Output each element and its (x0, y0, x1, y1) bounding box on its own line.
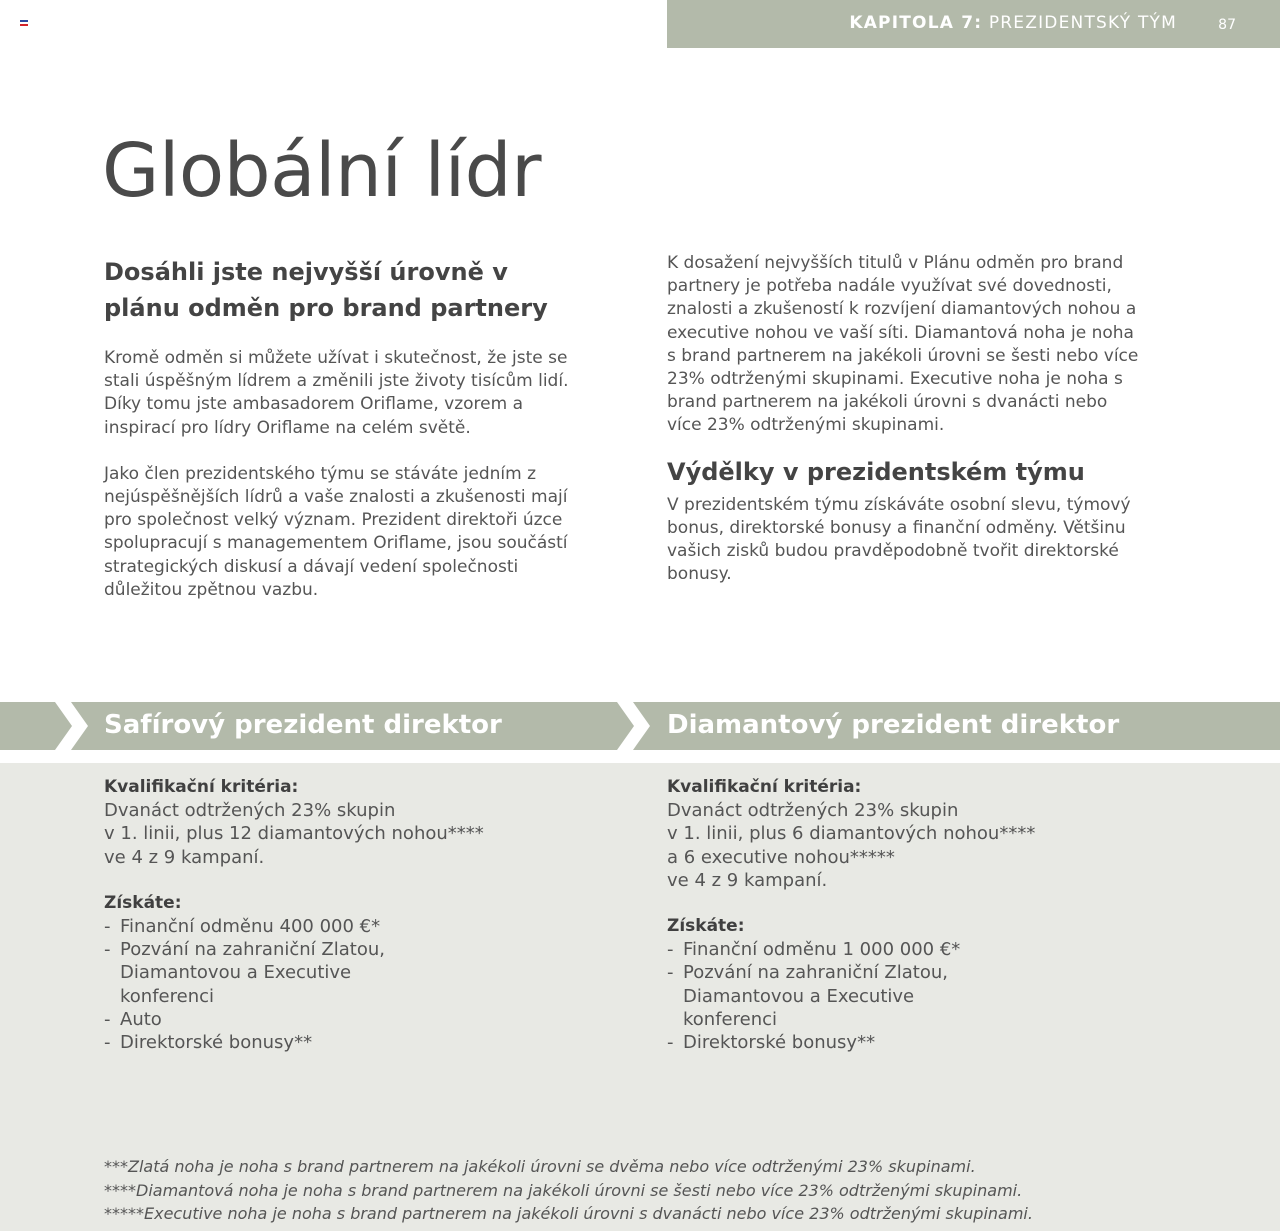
paragraph: Jako člen prezidentského týmu se stáváte jedním z nejúspěšnějších lídrů a vaše znalosti a zkušenosti mají pro společnost velký význam. Prezident direktoři úzce spolupracují s managementem Oriflame, jsou součástí strategických diskusí a dávají vedení společnosti důležitou zpětnou vazbu. (104, 463, 568, 600)
paragraph: Kromě odměn si můžete užívat i skutečnost, že jste se stali úspěšným lídrem a změnili jste životy tisícům lidí. Díky tomu jste ambasadorem Oriflame, vzorem a inspirací pro lídry Oriflame na celém světě. (104, 348, 569, 438)
section-heading: Dosáhli jste nejvyšší úrovně v plánu odměn pro brand partnery (104, 258, 548, 322)
criteria-line: ve 4 z 9 kampaní. (667, 869, 828, 891)
list-item: - Direktorské bonusy** (667, 1031, 1187, 1054)
rewards-list (667, 938, 1187, 1054)
title-banner (0, 702, 1280, 750)
footnote: ***Zlatá noha je noha s brand partnerem na jakékoli úrovni se dvěma nebo více odtrženými 23% skupinami. (104, 1157, 976, 1176)
chevron-icon (52, 702, 92, 750)
criteria-line: Dvanáct odtržených 23% skupin (667, 800, 959, 822)
paragraph: V prezidentském týmu získáváte osobní slevu, týmový bonus, direktorské bonusy a finanční odměny. Většinu vašich zisků budou pravděpodobně tvořit direktorské bonusy. (667, 494, 1131, 585)
chapter-number: KAPITOLA 7: (849, 13, 983, 33)
criteria-line: ve 4 z 9 kampaní. (104, 846, 265, 868)
criteria-label: Kvalifikační kritéria: (104, 777, 299, 797)
diamond-title: Diamantový prezident direktor (667, 710, 1120, 740)
footnotes (104, 1155, 1033, 1226)
chapter-name: PREZIDENTSKÝ TÝM (988, 13, 1177, 33)
intro-right-column (667, 252, 1147, 586)
criteria-line: v 1. linii, plus 12 diamantových nohou**** (104, 823, 484, 845)
diamond-details (667, 776, 1187, 1054)
sapphire-title: Safírový prezident direktor (104, 710, 502, 740)
rewards-label: Získáte: (667, 916, 745, 937)
list-item: - Finanční odměnu 400 000 €* (104, 915, 624, 938)
criteria-label: Kvalifikační kritéria: (667, 777, 862, 797)
list-item: - Auto (104, 1008, 624, 1031)
criteria-line: Dvanáct odtržených 23% skupin (104, 800, 396, 822)
list-item: - Pozvání na zahraniční Zlatou, Diamantovou a Executive konferenci (667, 961, 1007, 1031)
list-item: - Pozvání na zahraniční Zlatou, Diamantovou a Executive konferenci (104, 938, 444, 1008)
page-number: 87 (1218, 17, 1236, 33)
list-item: - Direktorské bonusy** (104, 1031, 624, 1054)
page-title: Globální lídr (102, 128, 542, 214)
section-heading: Výdělky v prezidentském týmu (667, 457, 1085, 486)
chevron-icon (614, 702, 654, 750)
chapter-title (849, 13, 1177, 33)
rewards-label: Získáte: (104, 892, 182, 913)
list-item: - Finanční odměnu 1 000 000 €* (667, 938, 1187, 961)
flag-icon (20, 20, 28, 26)
paragraph: K dosažení nejvyšších titulů v Plánu odměn pro brand partnery je potřeba nadále využívat své dovednosti, znalosti a zkušeností k rozvíjení diamantových nohou a executive nohou ve vaší síti. Diamantová noha je noha s brand partnerem na jakékoli úrovni se šesti nebo více 23% odtrženými skupinami. Executive noha je noha s brand partnerem na jakékoli úrovni s dvanácti nebo více 23% odtrženými skupinami. (667, 253, 1139, 436)
criteria-line: a 6 executive nohou***** (667, 846, 895, 868)
chapter-header (667, 0, 1280, 48)
footnote: ****Diamantová noha je noha s brand partnerem na jakékoli úrovni se šesti nebo více 23% odtrženými skupinami. (104, 1180, 1023, 1200)
footnote: *****Executive noha je noha s brand partnerem na jakékoli úrovni s dvanácti nebo více 23% odtrženými skupinami. (104, 1204, 1033, 1223)
criteria-line: v 1. linii, plus 6 diamantových nohou**** (667, 823, 1036, 845)
rewards-list (104, 915, 624, 1054)
sapphire-details (104, 776, 624, 1054)
qualification-panel (0, 763, 1280, 1231)
intro-left-column (104, 254, 574, 602)
